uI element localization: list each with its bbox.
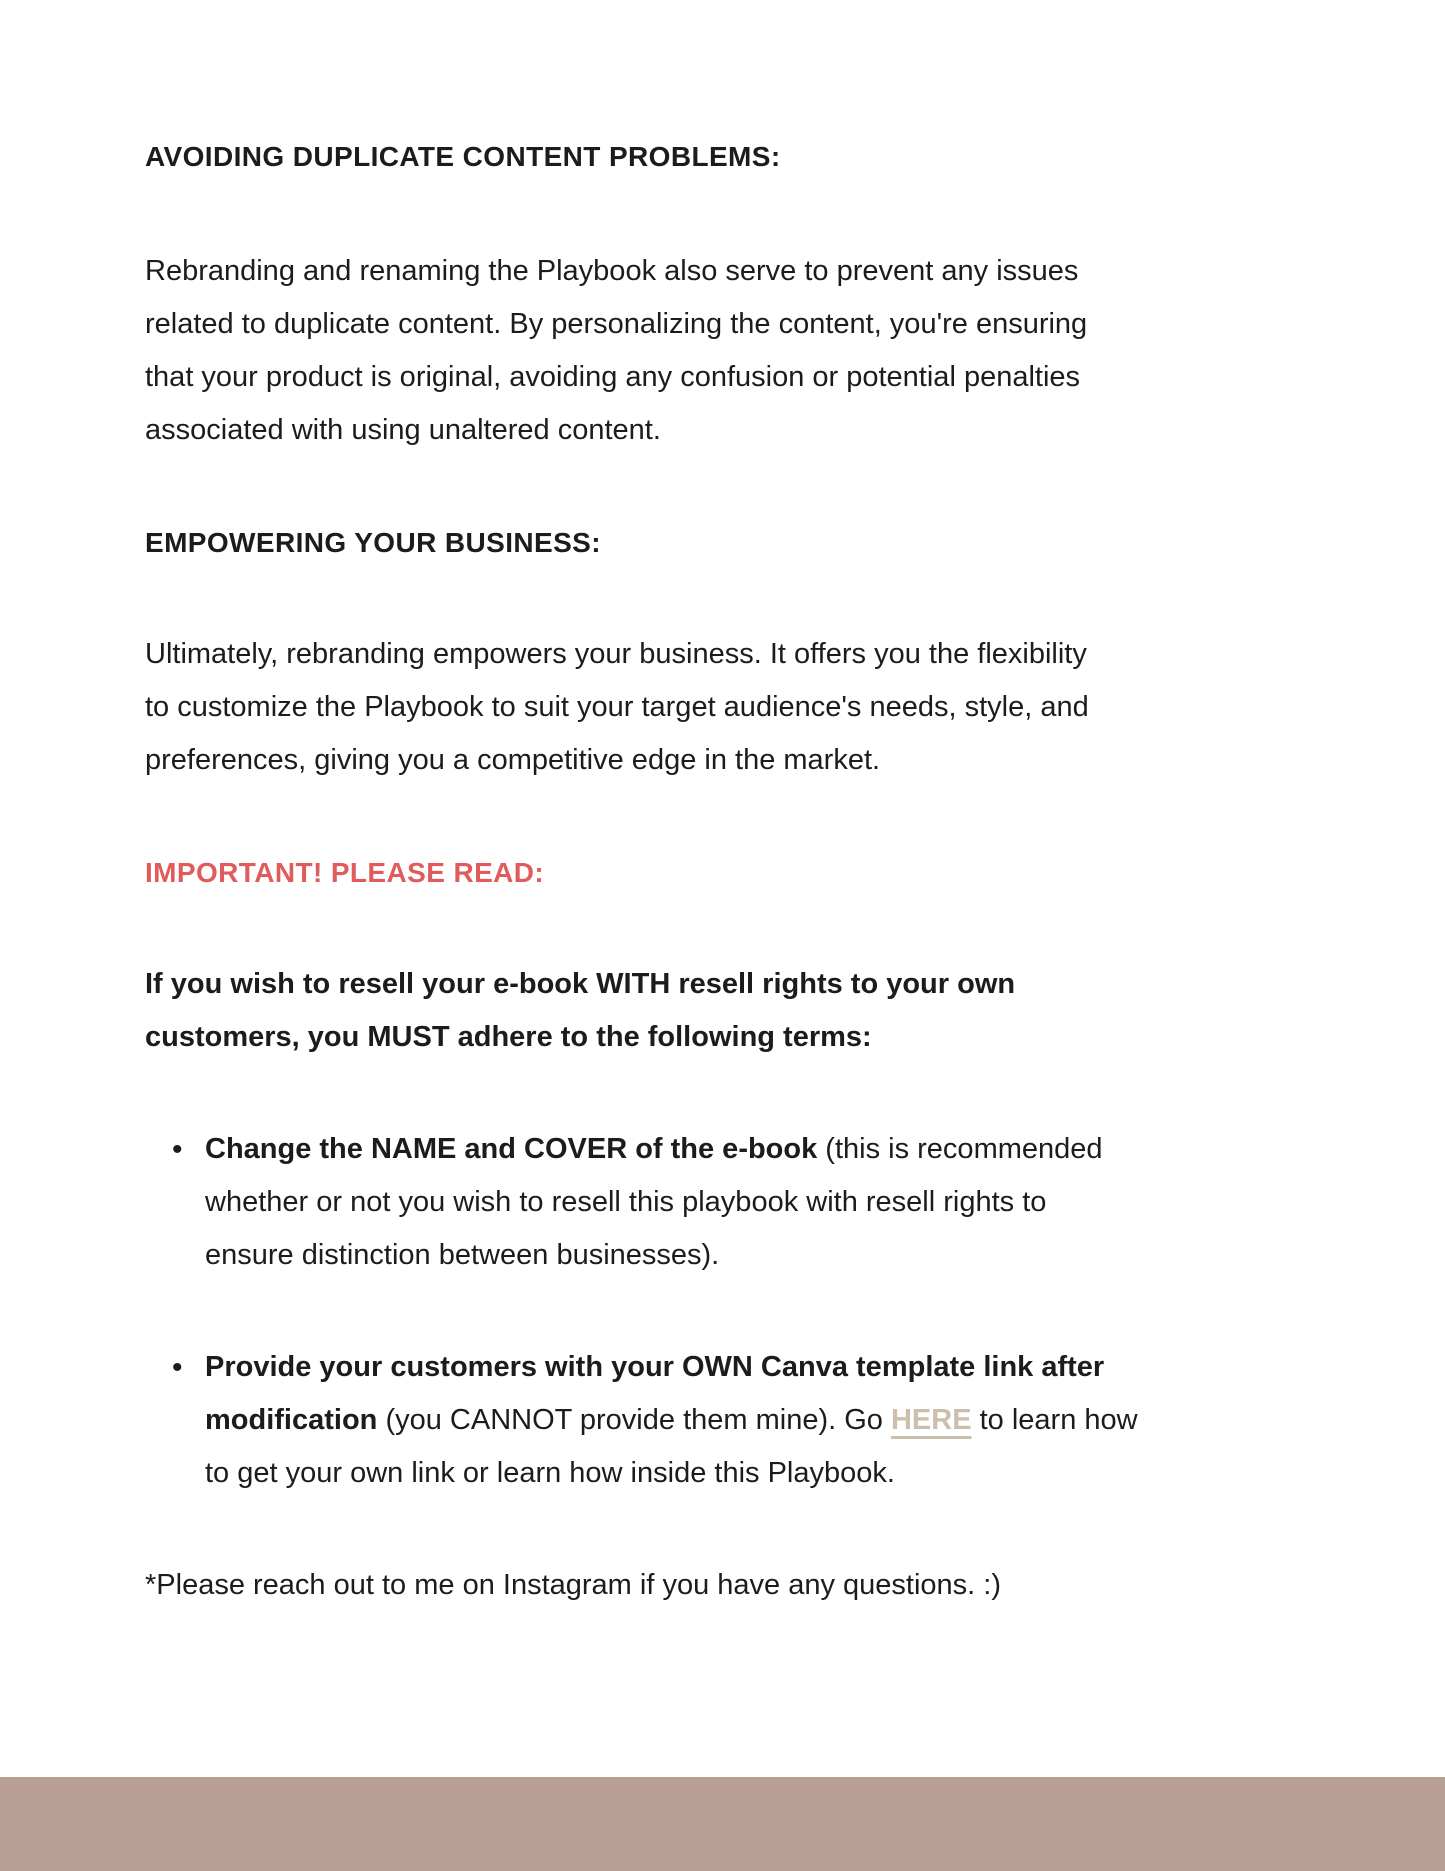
section-heading-duplicate-content: AVOIDING DUPLICATE CONTENT PROBLEMS: — [145, 141, 781, 172]
section-heading-empowering: EMPOWERING YOUR BUSINESS: — [145, 527, 601, 558]
footer-bar — [0, 1777, 1445, 1871]
paragraph-empowering: Ultimately, rebranding empowers your business. It offers you the flexibility to customize the Playbook to suit your target audience's needs, style, and preferences, giving you a competitive edge in the market. — [145, 638, 1089, 776]
paragraph-duplicate-content: Rebranding and renaming the Playbook also serve to prevent any issues related to duplicate content. By personalizing the content, you're ensuring that your product is original, avoiding any confusion or potential penalties associated with using unaltered content. — [145, 255, 1088, 446]
here-link[interactable]: HERE — [890, 1404, 972, 1436]
section-heading-important: IMPORTANT! PLEASE READ: — [145, 857, 545, 888]
resell-term-item-canva-link — [145, 1341, 1230, 1500]
term-regular-text: (you CANNOT provide them mine). Go — [377, 1404, 891, 1436]
resell-terms-list — [145, 1123, 1230, 1500]
term-bold-text: Change the NAME and COVER of the e-book — [205, 1133, 818, 1165]
resell-term-item-name-cover — [145, 1123, 1230, 1282]
instagram-note: *Please reach out to me on Instagram if you have any questions. :) — [145, 1569, 1001, 1601]
term-regular-text: to learn how to get your own link or learn how inside this Playbook. — [205, 1404, 1138, 1489]
term-bold-text: Provide your customers with your OWN Canva template link after modification — [205, 1351, 1105, 1436]
paragraph-resell-terms-intro: If you wish to resell your e-book WITH resell rights to your own customers, you MUST adhere to the following terms: — [145, 968, 1016, 1053]
term-regular-text: (this is recommended whether or not you wish to resell this playbook with resell rights to ensure distinction between businesses). — [205, 1133, 1103, 1271]
